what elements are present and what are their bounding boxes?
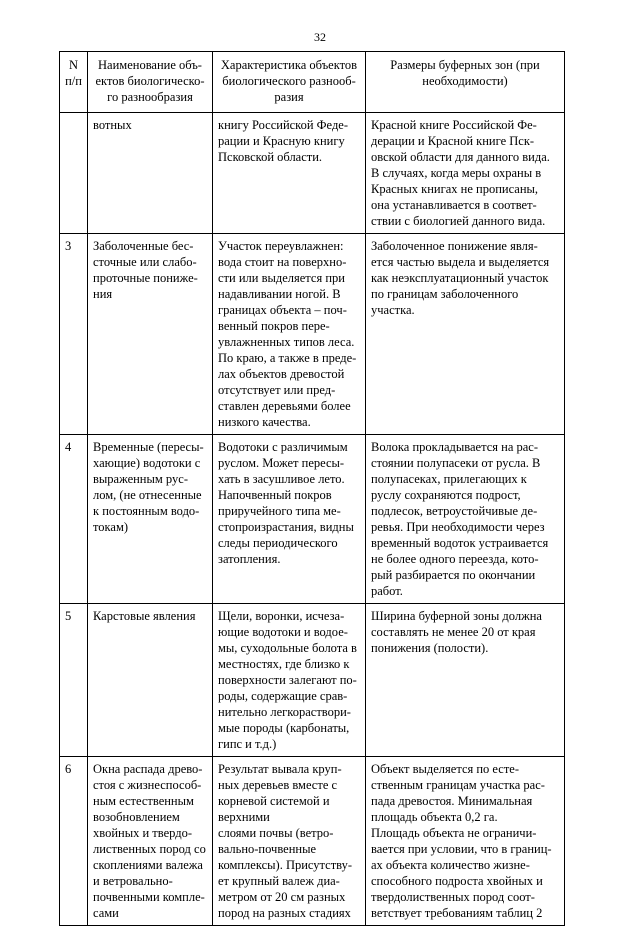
object-name-cell: Заболоченные бес- сточные или слабо- проточные пониже- ния bbox=[88, 234, 213, 435]
buffer-zone-cell: Объект выделяется по есте- ственным границам участка рас- пада древостоя. Минимальная площадь объекта 0,2 га. Площадь объекта не ограничи- вается при условии, что в границ- ах объекта количество жизне- способного подроста хвойных и твердолиственных пород соот- ветствует требованиям таблиц 2 bbox=[366, 757, 565, 926]
biodiversity-objects-table bbox=[59, 51, 565, 926]
table-row bbox=[60, 234, 565, 435]
characteristic-cell: Щели, воронки, исчеза- ющие водотоки и водое- мы, суходольные болота в местностях, где близко к поверхности залегают по- роды, содержащие срав- нительно легкораствори- мые породы (карбонаты, гипс и т.д.) bbox=[213, 604, 366, 757]
characteristic-cell: Водотоки с различимым руслом. Может пересы- хать в засушливое лето. Напочвенный покров приручейного типа ме- стопроизрастания, видны следы периодического затопления. bbox=[213, 435, 366, 604]
table-row bbox=[60, 113, 565, 234]
header-number: N п/п bbox=[60, 52, 88, 113]
characteristic-cell: Участок переувлажнен: вода стоит на поверхно- сти или выделяется при надавливании ногой. В границах объекта – поч- венный покров пере- увлажненных типов леса. По краю, а также в преде- лах объектов древостой отсутствует или пред- ставлен деревьями более низкого качества. bbox=[213, 234, 366, 435]
table-row bbox=[60, 757, 565, 926]
header-characteristic: Характеристика объектов биологического разнооб- разия bbox=[213, 52, 366, 113]
header-object-name: Наименование объ- ектов биологическо- го разнообразия bbox=[88, 52, 213, 113]
table-header-row bbox=[60, 52, 565, 113]
buffer-zone-cell: Красной книге Российской Фе- дерации и Красной книге Пск- овской области для данного вида. В случаях, когда меры охраны в Красных книгах не прописаны, она устанавливается в соответ- ствии с биологией данного вида. bbox=[366, 113, 565, 234]
buffer-zone-cell: Заболоченное понижение явля- ется частью выдела и выделяется как неэксплуатационный участок по границам заболоченного участка. bbox=[366, 234, 565, 435]
object-name-cell: Временные (пересы- хающие) водотоки с выраженным рус- лом, (не отнесенные к постоянным водо- токам) bbox=[88, 435, 213, 604]
buffer-zone-cell: Волока прокладывается на рас- стоянии полупасеки от русла. В полупасеках, прилегающих к руслу сохраняются подрост, подлесок, ветроустойчивые де- ревья. При необходимости через временный водоток устраивается не более одного переезда, кото- рый разбирается по окончании работ. bbox=[366, 435, 565, 604]
row-number: 3 bbox=[60, 234, 88, 435]
characteristic-cell: книгу Российской Феде- рации и Красную книгу Псковской области. bbox=[213, 113, 366, 234]
header-buffer-zone: Размеры буферных зон (при необходимости) bbox=[366, 52, 565, 113]
row-number bbox=[60, 113, 88, 234]
object-name-cell: Карстовые явления bbox=[88, 604, 213, 757]
characteristic-cell: Результат вывала круп- ных деревьев вместе с корневой системой и верхними слоями почвы (ветро- вально-почвенные комплексы). Присутству- ет крупный валеж диа- метром от 20 см разных пород на разных стадиях bbox=[213, 757, 366, 926]
buffer-zone-cell: Ширина буферной зоны должна составлять не менее 20 от края понижения (полости). bbox=[366, 604, 565, 757]
row-number: 6 bbox=[60, 757, 88, 926]
table-row bbox=[60, 604, 565, 757]
page-number: 32 bbox=[314, 30, 326, 44]
object-name-cell: Окна распада древо- стоя с жизнеспособ- ным естественным возобновлением хвойных и твердо- лиственных пород со скоплениями валежа и ветровально- почвенными компле- сами bbox=[88, 757, 213, 926]
table-row bbox=[60, 435, 565, 604]
row-number: 5 bbox=[60, 604, 88, 757]
object-name-cell: вотных bbox=[88, 113, 213, 234]
row-number: 4 bbox=[60, 435, 88, 604]
